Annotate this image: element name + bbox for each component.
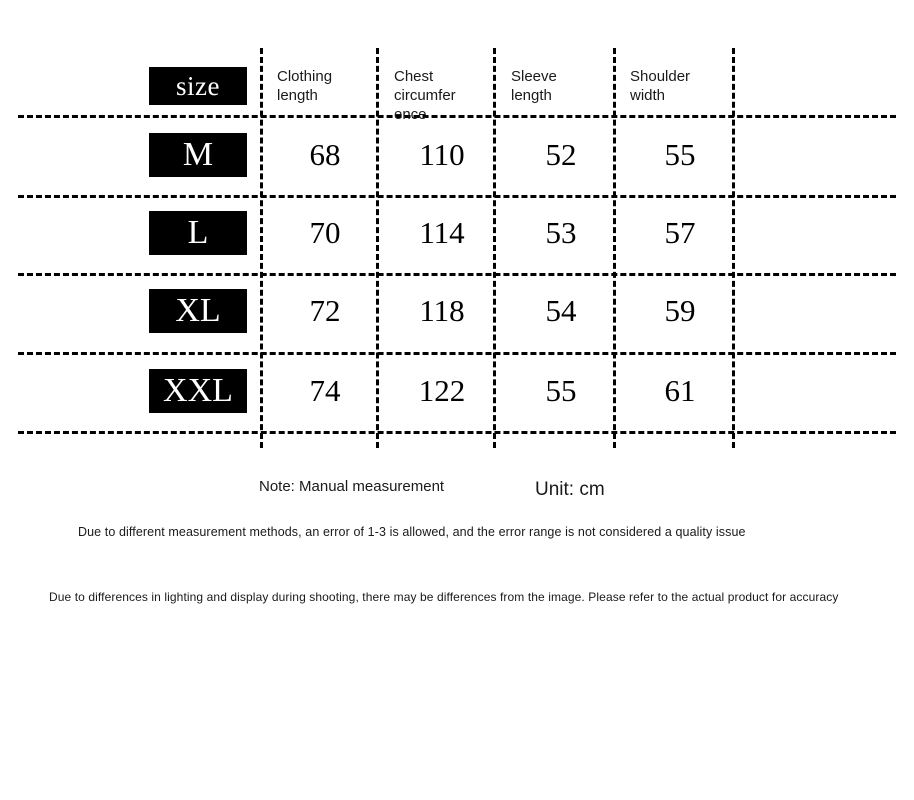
table-row bbox=[18, 273, 896, 352]
note-unit: Unit: cm bbox=[535, 479, 605, 500]
header-line: Sleeve bbox=[511, 68, 557, 85]
size-badge: L bbox=[149, 211, 247, 255]
header-clothing-length bbox=[277, 67, 369, 105]
cell-chest-circumference: 122 bbox=[418, 373, 466, 408]
cell-chest-circumference: 114 bbox=[419, 215, 465, 250]
cell-shoulder-width: 61 bbox=[664, 373, 696, 408]
cell-sleeve-length: 53 bbox=[545, 215, 577, 250]
table-row bbox=[18, 352, 896, 431]
size-badge: M bbox=[149, 133, 247, 177]
cell-chest-circumference: 110 bbox=[419, 137, 465, 172]
cell-clothing-length: 74 bbox=[309, 373, 341, 408]
cell-shoulder-width: 55 bbox=[664, 137, 696, 172]
cell-sleeve-length: 54 bbox=[545, 293, 577, 328]
cell-sleeve-length: 52 bbox=[545, 137, 577, 172]
cell-sleeve-length: 55 bbox=[545, 373, 577, 408]
header-line: Chest bbox=[394, 68, 434, 85]
table-row bbox=[18, 115, 896, 195]
header-line: length bbox=[277, 87, 318, 104]
header-line: Clothing bbox=[277, 68, 333, 85]
header-shoulder-width bbox=[630, 67, 726, 105]
note-lighting-difference: Due to differences in lighting and display during shooting, there may be differences from the image. Please refer to the actual product for accuracy bbox=[49, 590, 839, 604]
header-line: length bbox=[511, 87, 552, 104]
table-row bbox=[18, 195, 896, 273]
size-badge: XL bbox=[149, 289, 247, 333]
size-badge: XXL bbox=[149, 369, 247, 413]
note-error-range: Due to different measurement methods, an error of 1-3 is allowed, and the error range is not considered a quality issue bbox=[78, 525, 746, 539]
header-line: Shoulder bbox=[630, 68, 691, 85]
cell-clothing-length: 70 bbox=[309, 215, 341, 250]
header-line: ence bbox=[394, 106, 427, 123]
cell-shoulder-width: 57 bbox=[664, 215, 696, 250]
cell-chest-circumference: 118 bbox=[419, 293, 465, 328]
header-sleeve-length bbox=[511, 67, 603, 105]
header-line: width bbox=[630, 87, 666, 104]
size-chart-table bbox=[18, 48, 896, 448]
note-manual-measurement: Note: Manual measurement bbox=[259, 478, 445, 495]
cell-shoulder-width: 59 bbox=[664, 293, 696, 328]
cell-clothing-length: 68 bbox=[309, 137, 341, 172]
header-line: circumfer bbox=[394, 87, 456, 104]
header-size-label: size bbox=[149, 67, 247, 105]
cell-clothing-length: 72 bbox=[309, 293, 341, 328]
table-rule-horizontal bbox=[18, 431, 896, 434]
table-header-row bbox=[18, 48, 896, 123]
